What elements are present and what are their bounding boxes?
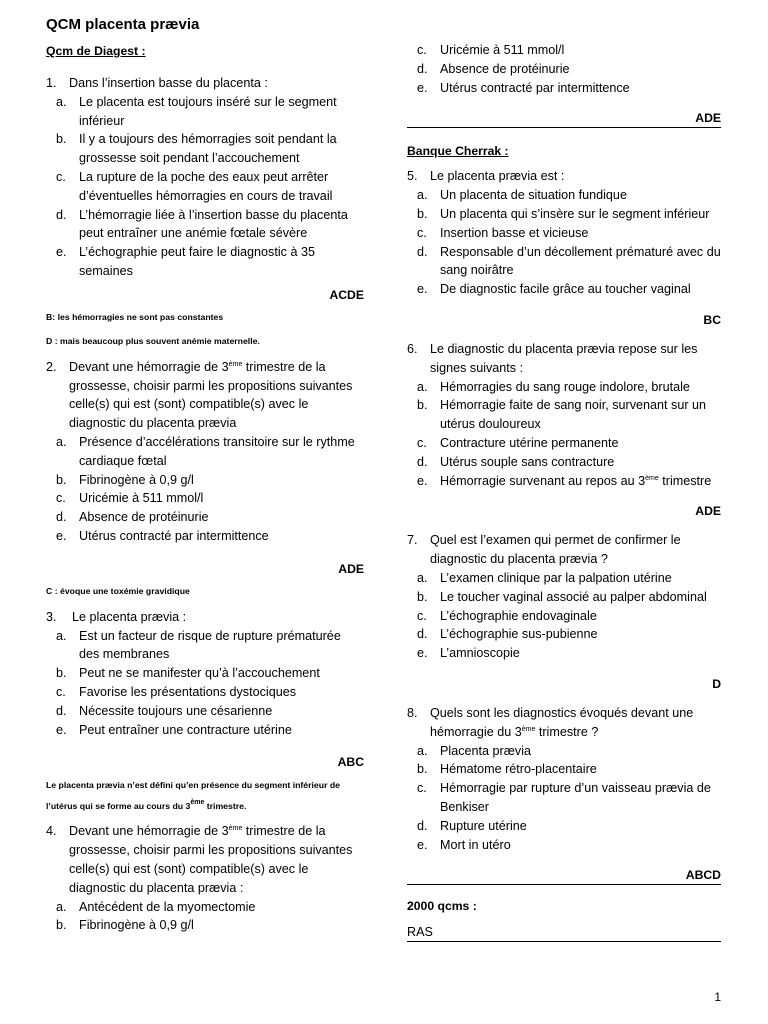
right-column (407, 41, 721, 942)
option-b: b. Il y a toujours des hémorragies soit pendant la grossesse soit pendant l’accouchement (56, 132, 337, 166)
option-c: c. Uricémie à 511 mmol/l (417, 43, 565, 57)
option-e: e. L’échographie peut faire le diagnostic à 35 semaines (56, 245, 315, 278)
option-d: d. Rupture utérine (417, 818, 527, 833)
question-2: 2. Devant une hémorragie de 3ème trimestre de la grossesse, choisir parmi les propositions suivantes celle(s) qui est (sont) compatible(s) avec le diagnostic du placenta prævia (46, 359, 353, 431)
option-c: c. Hémorragie par rupture d’un vaisseau prævia de Benkiser (417, 781, 711, 814)
answer-q5: BC (703, 312, 721, 327)
option-d: d. Absence de protéinurie (417, 61, 570, 76)
options-q3 (46, 627, 364, 740)
option-b: b. Le toucher vaginal associé au palper abdominal (417, 589, 707, 604)
option-e: e. Utérus contracté par intermittence (417, 80, 630, 95)
section-heading-2000: 2000 qcms : (407, 899, 477, 914)
ras-text: RAS (407, 923, 721, 942)
option-e: e. Utérus contracté par intermittence (56, 528, 269, 543)
question-number: 7. (407, 533, 418, 548)
option-b: b. Hémorragie faite de sang noir, survenant sur un utérus douloureux (417, 398, 707, 432)
option-e: e. L’amnioscopie (417, 646, 520, 661)
question-5: 5. Le placenta prævia est : (407, 167, 721, 186)
options-q2 (46, 433, 364, 546)
answer-q3: ABC (337, 755, 364, 770)
option-b: b. Fibrinogène à 0,9 g/l (56, 918, 194, 933)
option-a: a. Présence d’accélérations transitoire sur le rythme cardiaque fœtal (56, 434, 355, 468)
option-b: b. Peut ne se manifester qu’à l’accouchement (56, 666, 320, 681)
question-6: 6. Le diagnostic du placenta prævia repose sur les signes suivants : (407, 341, 698, 375)
page-title: QCM placenta prævia (46, 16, 200, 33)
option-c: c. La rupture de la poche des eaux peut arrêter d’éventuelles hémorragies en cours de travail (56, 169, 333, 203)
note-q2: C : évoque une toxémie gravidique (46, 585, 190, 596)
question-number: 6. (407, 341, 418, 356)
option-e: e. Peut entraîner une contracture utérine (56, 722, 292, 737)
option-d: d. Utérus souple sans contracture (417, 454, 615, 469)
question-7: 7. Quel est l’examen qui permet de confirmer le diagnostic du placenta prævia ? (407, 533, 681, 567)
page-number: 1 (714, 990, 721, 1004)
options-q4-continued (407, 41, 721, 97)
question-number: 5. (407, 169, 418, 184)
question-8: 8. Quels sont les diagnostics évoqués devant une hémorragie du 3ème trimestre ? (407, 705, 694, 739)
options-q4 (46, 898, 364, 936)
question-number: 8. (407, 705, 418, 720)
options-q8 (407, 742, 721, 855)
answer-q6: ADE (695, 504, 721, 519)
question-number: 2. (46, 359, 57, 374)
options-q7 (407, 569, 721, 663)
question-4: 4. Devant une hémorragie de 3ème trimestre de la grossesse, choisir parmi les propositions suivantes celle(s) qui est (sont) compatible(s) avec le diagnostic du placenta prævia : (46, 824, 353, 895)
question-number: 3. (46, 609, 57, 624)
options-q1 (46, 93, 364, 281)
option-d: d. L’échographie sus-pubienne (417, 627, 598, 642)
option-e: e. De diagnostic facile grâce au toucher vaginal (417, 282, 691, 297)
note-q3: Le placenta prævia n’est défini qu’en présence du segment inférieur de l’utérus qui se forme au cours du 3ème trimestre. (46, 780, 341, 812)
option-a: a. Placenta prævia (417, 743, 532, 758)
options-q5 (407, 186, 721, 299)
section-heading-diagest: Qcm de Diagest : (46, 44, 146, 58)
option-a: a. L’examen clinique par la palpation utérine (417, 570, 672, 585)
option-c: c. Insertion basse et vicieuse (417, 225, 589, 240)
answer-q4: ADE (407, 109, 721, 128)
option-c: c. L’échographie endovaginale (417, 608, 597, 623)
option-d: d. Responsable d’un décollement prématuré avec du sang noirâtre (417, 244, 721, 278)
answer-q7: D (712, 676, 721, 691)
option-d: d. Absence de protéinurie (56, 510, 209, 525)
option-e: e. Hémorragie survenant au repos au 3ème trimestre (417, 473, 712, 488)
option-a: a. Antécédent de la myomectomie (56, 899, 256, 914)
option-b: b. Hématome rétro-placentaire (417, 762, 597, 777)
option-c: c. Uricémie à 511 mmol/l (56, 491, 204, 506)
left-column (46, 40, 364, 935)
option-b: b. Un placenta qui s’insère sur le segment inférieur (417, 206, 710, 221)
question-number: 1. (46, 76, 57, 90)
question-1 (46, 74, 364, 93)
options-q6 (407, 378, 721, 491)
question-3: 3. Le placenta prævia : (46, 608, 364, 627)
option-b: b. Fibrinogène à 0,9 g/l (56, 472, 194, 487)
answer-q8: ABCD (407, 866, 721, 885)
answer-q2: ADE (338, 561, 364, 576)
answer-q1: ACDE (329, 287, 364, 302)
note-q1-d: D : mais beaucoup plus souvent anémie maternelle. (46, 335, 260, 346)
option-a: a. Hémorragies du sang rouge indolore, brutale (417, 379, 690, 394)
option-c: c. Favorise les présentations dystociques (56, 684, 297, 699)
section-heading-cherrak: Banque Cherrak : (407, 144, 509, 159)
question-number: 4. (46, 824, 57, 839)
option-a: a. Est un facteur de risque de rupture prématurée des membranes (56, 628, 341, 662)
option-a: a. Le placenta est toujours inséré sur le segment inférieur (56, 94, 337, 128)
note-q1-b: B: les hémorragies ne sont pas constantes (46, 311, 224, 322)
option-e: e. Mort in utéro (417, 837, 511, 852)
option-d: d. Nécessite toujours une césarienne (56, 703, 273, 718)
question-text: Dans l’insertion basse du placenta : (69, 76, 268, 90)
option-a: a. Un placenta de situation fundique (417, 188, 627, 203)
option-c: c. Contracture utérine permanente (417, 435, 619, 450)
option-d: d. L’hémorragie liée à l’insertion basse du placenta peut entraîner une anémie fœtale sévère (56, 207, 348, 241)
